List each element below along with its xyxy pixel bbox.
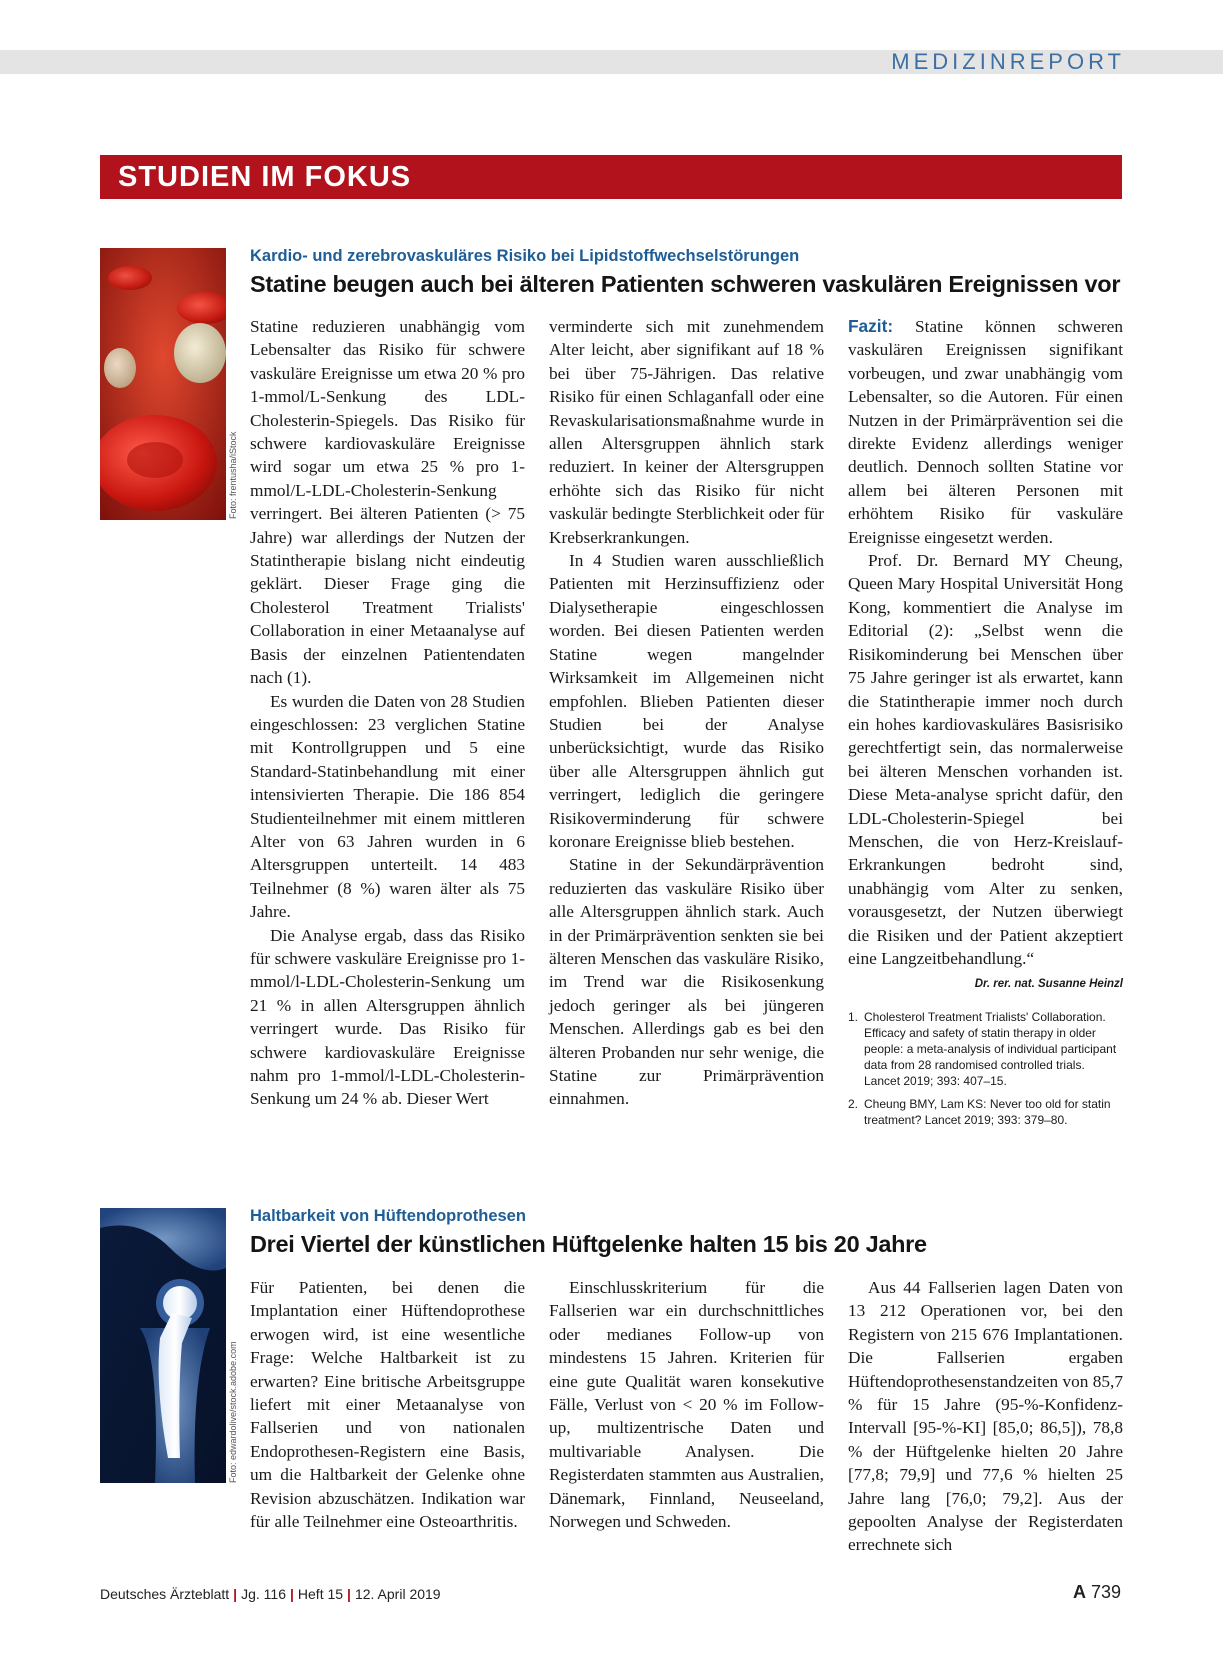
article2-paragraph: Einschlusskriterium für die Fallserien war ein durchschnittliches oder medianes Follow-up von mindestens 15 Jahren. Kriterien für eine gute Qualität waren konsekutive Fälle, Verlust von < 20 % im Follow-up, multizentrische Daten und multivariable Analysen. Die Registerdaten stammten aus Australien, Dänemark, Finnland, Neuseeland, Norwegen und Schweden. (549, 1278, 824, 1532)
page-prefix: A (1072, 1582, 1086, 1602)
photo-credit-2: Foto: edwardolive/stock.adobe.com (228, 1341, 238, 1483)
conclusion-lead: Fazit: (848, 316, 894, 336)
reference-item: 1. Cholesterol Treatment Trialists' Collaboration. Efficacy and safety of statin therapy in older people: a meta-analysis of individual participant data from 28 randomised controlled trials. Lancet 2019; 393: 407–15. (848, 1009, 1117, 1088)
article1-headline: Statine beugen auch bei älteren Patienten schweren vaskulären Ereignissen vor (250, 271, 1121, 297)
article2-paragraph: Für Patienten, bei denen die Implantation einer Hüftendoprothese erwogen wird, ist eine wesentliche Frage: Welche Haltbarkeit ist zu erwarten? Eine britische Arbeitsgruppe liefert mit einer Metaanalyse von Fallserien und von nationalen Endoprothesen-Registern eine Basis, um die Haltbarkeit der Gelenke ohne Revision abzuschätzen. Indikation war für alle Teilnehmer eine Osteoarthritis. (250, 1278, 525, 1532)
hip-xray-image (100, 1208, 226, 1483)
blood-cells-image (100, 248, 226, 520)
footer-citation (100, 1586, 441, 1602)
journal-issue: Heft 15 (297, 1586, 344, 1602)
photo-credit-1: Foto: frentusha/iStock (228, 431, 238, 519)
conclusion-text: Statine können schweren vaskulären Ereignissen signifikant vorbeugen, und zwar unabhängig vom Lebensalter, so die Autoren. Für einen Nutzen in der Primärprävention sei die direkte Evidenz allerdings weniger deutlich. Dennoch sollten Statine vor allem bei älteren Personen mit erhöhtem Risiko für vaskuläre Ereignisse eingesetzt werden. (848, 317, 1123, 547)
journal-date: 12. April 2019 (354, 1586, 441, 1602)
article2-paragraph: Aus 44 Fallserien lagen Daten von 13 212 Operationen vor, bei den Registern von 215 676 Implantationen. Die Fallserien ergaben Hüftendoprothesenstandzeiten von 85,7 % für 15 Jahre (95-%-Konfidenz-Intervall [95-%-KI] [85,0; 86,5]), 78,8 % der Hüftgelenke hielten 20 Jahre [77,8; 79,9] und 77,6 % hielten 25 Jahre lang [76,0; 79,2]. Aus der gepoolten Analyse der Registerdaten errechnete sich (848, 1278, 1123, 1555)
reference-item: 2. Cheung BMY, Lam KS: Never too old for statin treatment? Lancet 2019; 393: 379–80. (848, 1096, 1111, 1127)
reference-list (848, 1009, 1123, 1128)
page-number (1073, 1582, 1121, 1603)
article1-paragraph: Es wurden die Daten von 28 Studien eingeschlossen: 23 verglichen Statine mit Kontrollgruppen und 5 eine Standard-Statinbehandlung mit einer intensivierten Therapie. Die 186 854 Studienteilnehmer mit einem mittleren Alter von 63 Jahren wurden in 6 Altersgruppen unterteilt. 14 483 Teilnehmer (8 %) waren älter als 75 Jahre. (250, 691, 525, 922)
article1-paragraph: Statine reduzieren unabhängig vom Lebensalter das Risiko für schwere vaskuläre Ereignisse um etwa 20 % pro 1-mmol/L-Senkung des LDL-Cholesterin-Spiegels. Das Risiko für schwere kardiovaskuläre Ereignisse wird sogar um etwa 25 % pro 1-mmol/L-LDL-Cholesterin-Senkung verringert. Bei älteren Patienten (> 75 Jahre) war allerdings der Nutzen der Statintherapie bislang nicht eindeutig geklärt. Dieser Frage ging die Cholesterol Treatment Trialists' Collaboration in einer Metaanalyse auf Basis der einzelnen Patientendaten nach (1). (250, 317, 525, 688)
article2-kicker: Haltbarkeit von Hüftendoprothesen (250, 1207, 526, 1225)
article2-headline: Drei Viertel der künstlichen Hüftgelenke halten 15 bis 20 Jahre (250, 1231, 927, 1257)
article1-column-1 (250, 315, 525, 1111)
author-credit: Dr. rer. nat. Susanne Heinzl (974, 978, 1123, 991)
section-banner (100, 155, 1122, 199)
section-label: MEDIZINREPORT (891, 49, 1125, 74)
article2-column-3 (848, 1276, 1123, 1557)
article1-paragraph: Statine in der Sekundärprävention reduzierten das vaskuläre Risiko über alle Altersgruppen ähnlich stark. Auch in der Primärprävention senkten sie bei älteren Menschen das vaskuläre Risiko, im Trend war die Risikosenkung jedoch geringer als bei jüngeren Menschen. Allerdings gab es bei den älteren Probanden nur sehr wenige, die Statine zur Primärprävention einnahmen. (549, 855, 824, 1109)
article1-paragraph: In 4 Studien waren ausschließlich Patienten mit Herzinsuffizienz oder Dialysetherapie eingeschlossen worden. Bei diesen Patienten werden Statine wegen mangelnder Wirksamkeit im Allgemeinen nicht empfohlen. Blieben Patienten dieser Studien bei der Analyse unberücksichtigt, wurde das Risiko über alle Altersgruppen ähnlich gut verringert, lediglich die geringere Risikoverminderung für schwere koronare Ereignisse blieb bestehen. (549, 551, 824, 851)
article1-column-3 (848, 315, 1123, 1135)
article1-paragraph: verminderte sich mit zunehmendem Alter leicht, aber signifikant auf 18 % bei über 75-Jährigen. Das relative Risiko für einen Schlaganfall oder eine Revaskularisationsmaßnahme wurde in allen Altersgruppen ähnlich stark reduziert. In keiner der Altersgruppen erhöhte sich das Risiko für nicht vaskulär bedingte Sterblichkeit oder für Krebserkrankungen. (549, 317, 824, 547)
conclusion-paragraph (848, 315, 1123, 549)
footer-separator: | (289, 1586, 294, 1602)
editorial-paragraph: Prof. Dr. Bernard MY Cheung, Queen Mary Hospital Universität Hong Kong, kommentiert die Analyse im Editorial (2): „Selbst wenn die Risikominderung bei Menschen über 75 Jahre geringer ist als erwartet, kann die Statintherapie immer noch durch ein hohes kardiovaskuläres Basisrisiko gerechtfertigt sein, das normalerweise bei älteren Menschen vorhanden ist. Diese Meta-analyse spricht dafür, den LDL-Cholesterin-Spiegel bei Menschen, die von Herz-Kreislauf-Erkrankungen bedroht sind, unabhängig vom Alter zu senken, vorausgesetzt, der Nutzen überwiegt die Risiken und der Patient akzeptiert eine Langzeitbehandlung.“ (848, 551, 1123, 968)
article1-kicker: Kardio- und zerebrovaskuläres Risiko bei Lipidstoffwechselstörungen (250, 247, 800, 265)
page-number-value: 739 (1090, 1582, 1121, 1602)
article1-paragraph: Die Analyse ergab, dass das Risiko für schwere vaskuläre Ereignisse pro 1-mmol/l-LDL-Cholesterin-Senkung um 21 % in allen Altersgruppen ähnlich verringert wurde. Das Risiko für schwere kardiovaskuläre Ereignisse nahm pro 1-mmol/l-LDL-Cholesterin-Senkung um 24 % ab. Dieser Wert (250, 925, 525, 1109)
footer-separator: | (233, 1586, 238, 1602)
article2-column-1 (250, 1276, 525, 1533)
banner-title: STUDIEN IM FOKUS (118, 161, 412, 193)
journal-volume: Jg. 116 (241, 1586, 286, 1602)
article1-column-2 (549, 315, 824, 1111)
journal-name: Deutsches Ärzteblatt (100, 1586, 230, 1602)
footer-separator: | (347, 1586, 351, 1602)
article2-column-2 (549, 1276, 824, 1533)
